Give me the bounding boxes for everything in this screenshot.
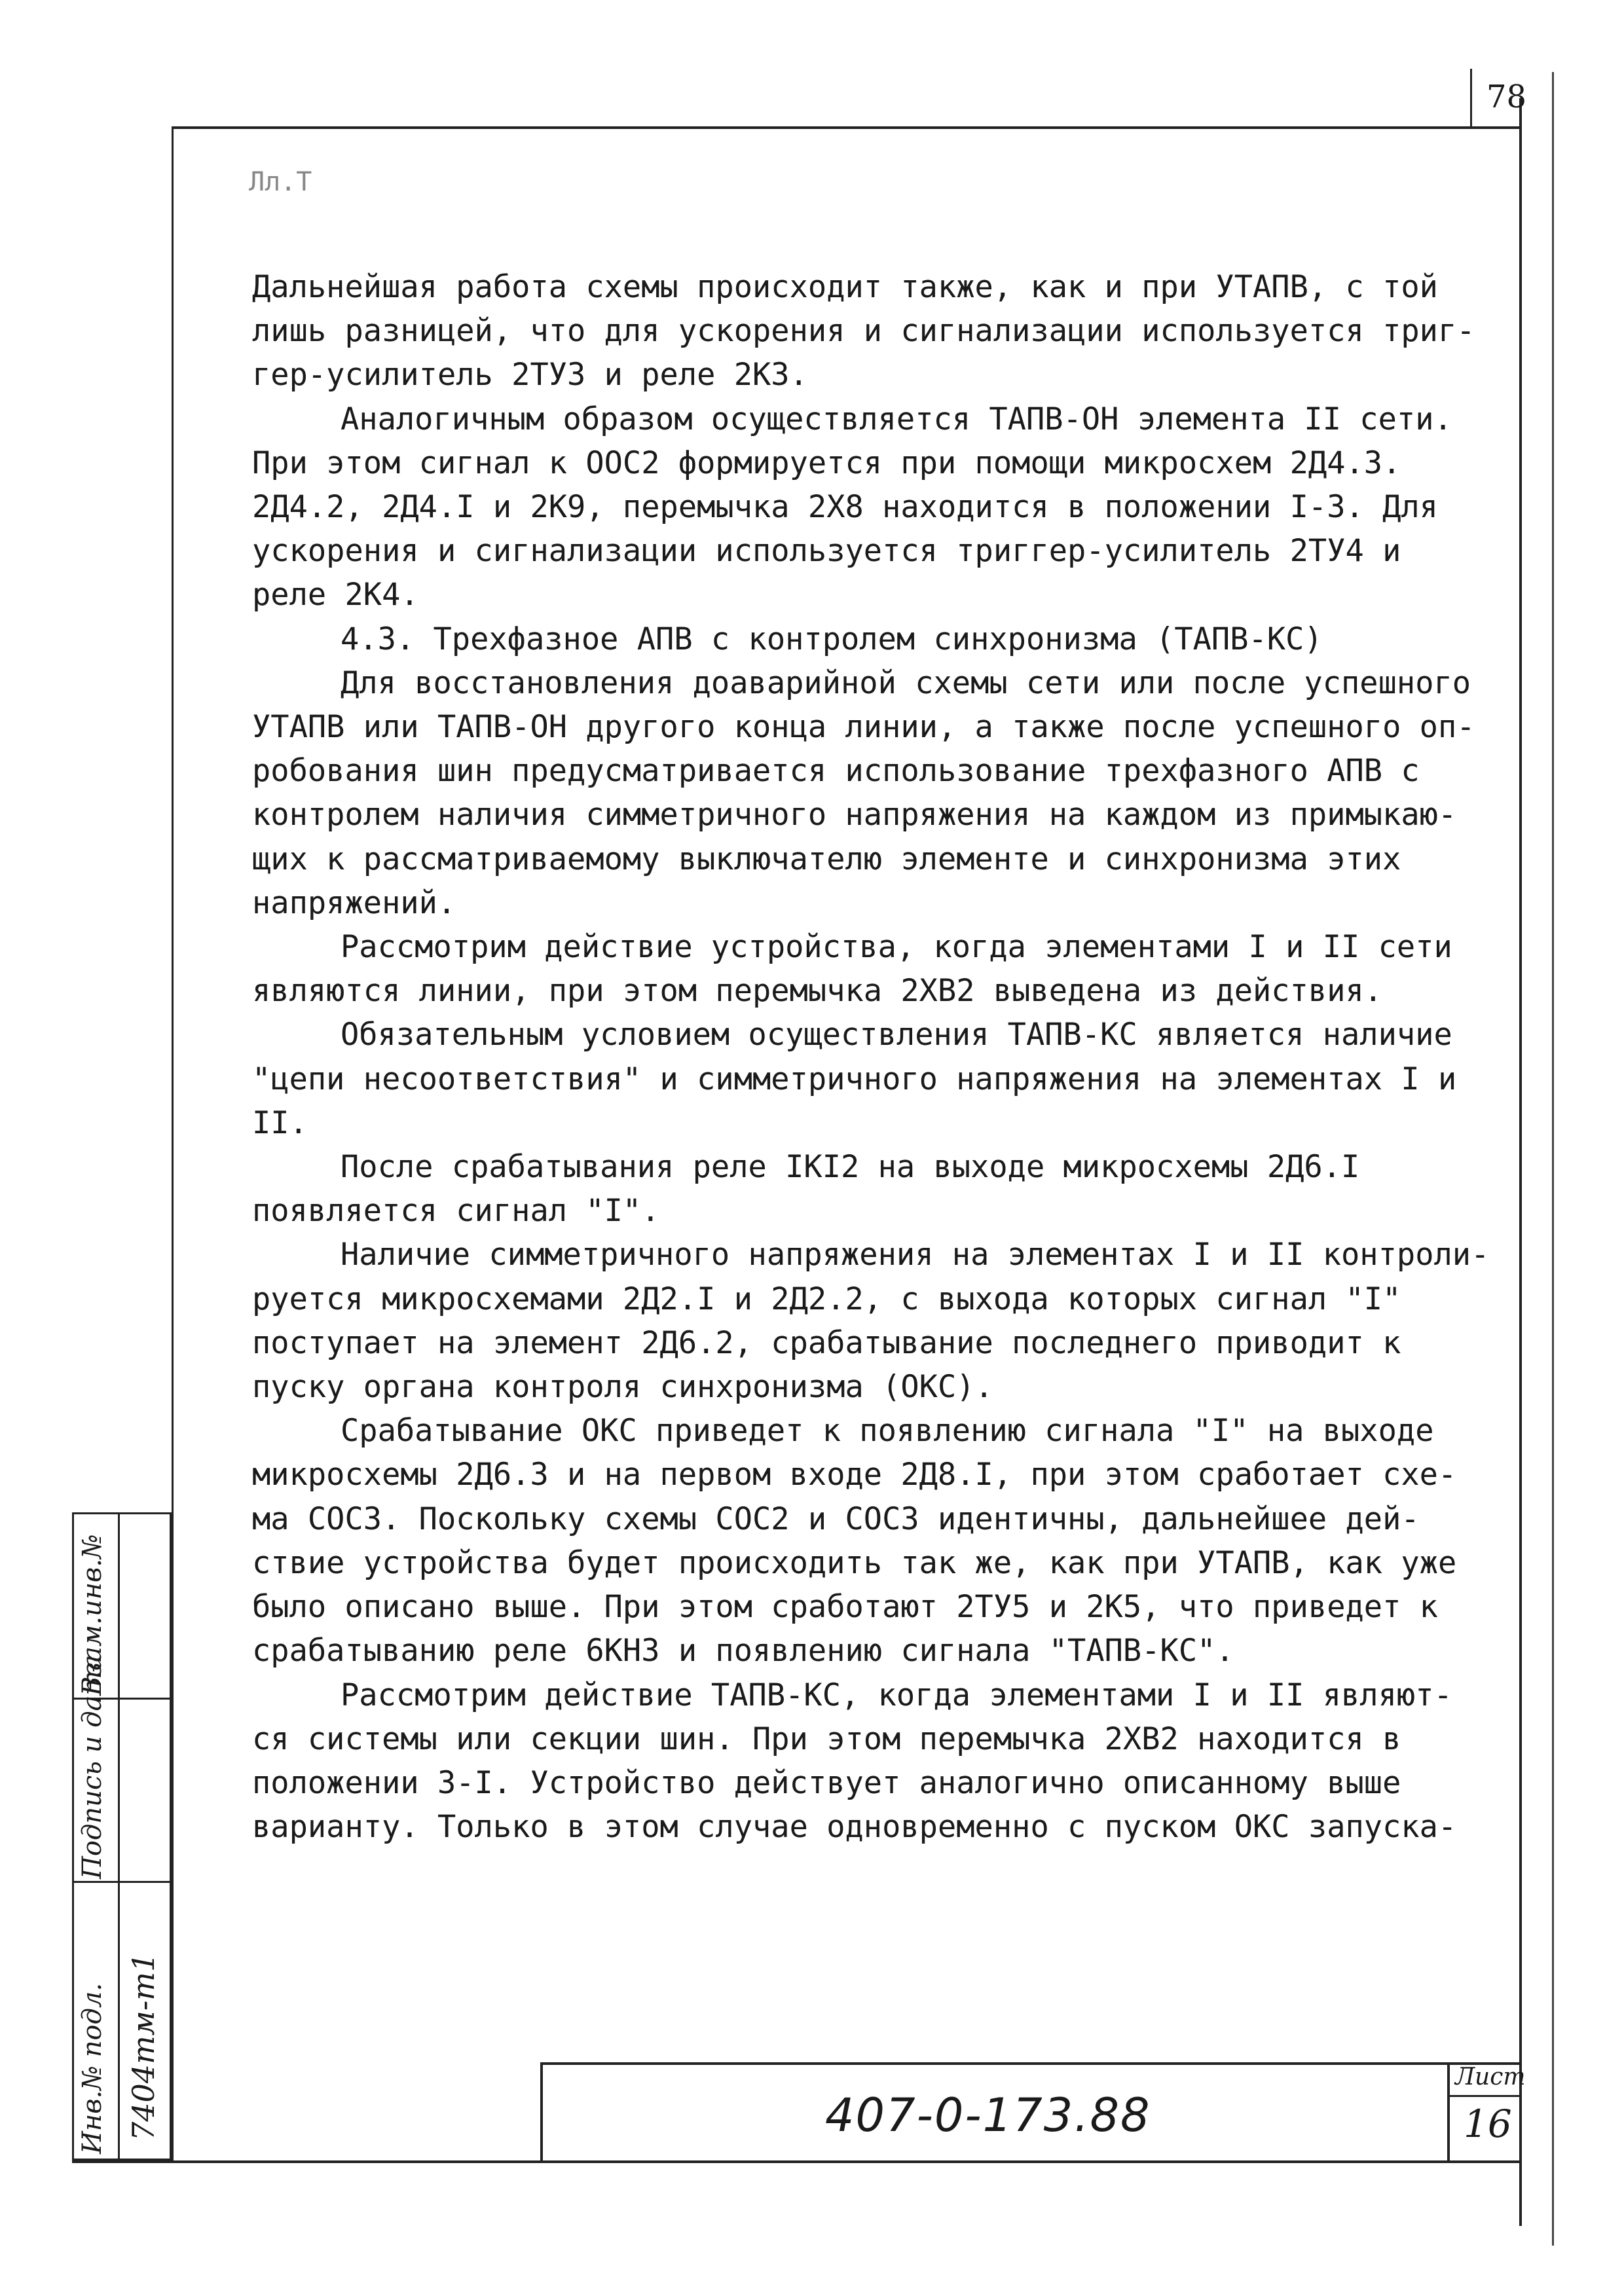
- frame-bottom-border: [72, 2160, 1522, 2163]
- text-line: ма СОСЗ. Поскольку схемы СОС2 и СОСЗ идентичны, дальнейшее дей-: [252, 1501, 1420, 1537]
- document-body: [252, 265, 1496, 1849]
- frame-right-border: [1519, 98, 1522, 2226]
- paragraph: [252, 1409, 1496, 1673]
- sheet-number: 78: [1486, 79, 1527, 115]
- text-line: было описано выше. При этом сработают 2ТУ5 и 2К5, что приведет к: [252, 1589, 1438, 1626]
- text-line: ускорения и сигнализации используется триггер-усилитель 2ТУ4 и: [252, 533, 1401, 570]
- text-line: Аналогичным образом осуществляется ТАПВ-ОН элемента II сети.: [341, 401, 1452, 437]
- text-line: ствие устройства будет происходить так же, как при УТАПВ, как уже: [252, 1544, 1457, 1581]
- page-edge-line: [1552, 72, 1554, 2246]
- text-line: Срабатывание ОКС приведет к появлению сигнала "I" на выходе: [341, 1413, 1434, 1449]
- text-line: поступает на элемент 2Д6.2, срабатывание последнего приводит к: [252, 1324, 1401, 1361]
- text-line: После срабатывания реле IКI2 на выходе микросхемы 2Д6.I: [341, 1149, 1360, 1186]
- paragraph: [252, 265, 1496, 397]
- text-line: положении 3-I. Устройство действует аналогично описанному выше: [252, 1764, 1401, 1801]
- text-line: появляется сигнал "I".: [252, 1193, 660, 1230]
- header-mark: Лл.Т: [249, 167, 312, 197]
- text-line: ся системы или секции шин. При этом перемычка 2ХВ2 находится в: [252, 1721, 1401, 1757]
- frame-top-border: [172, 126, 1522, 129]
- text-line: пуску органа контроля синхронизма (ОКС).: [252, 1369, 993, 1406]
- text-line: 2Д4.2, 2Д4.I и 2К9, перемычка 2Х8 находится в положении I-3. Для: [252, 489, 1438, 526]
- side-stamp: [72, 1512, 172, 2160]
- paragraph: [252, 1233, 1496, 1409]
- paragraph: [252, 1145, 1496, 1233]
- text-line: При этом сигнал к ООС2 формируется при помощи микросхем 2Д4.3.: [252, 445, 1401, 481]
- text-line: лишь разницей, что для ускорения и сигнализации используется триг-: [252, 313, 1475, 350]
- text-line: реле 2К4.: [252, 577, 419, 613]
- text-line: гер-усилитель 2ТУЗ и реле 2КЗ.: [252, 357, 808, 393]
- text-line: микросхемы 2Д6.3 и на первом входе 2Д8.I, при этом сработает схе-: [252, 1457, 1457, 1493]
- sheet-label: Лист: [1455, 2064, 1526, 2090]
- paragraph: [252, 397, 1496, 617]
- stamp-label-replacement-inv: Взам.инв.№: [77, 1534, 107, 1696]
- text-line: руется микросхемами 2Д2.I и 2Д2.2, с выхода которых сигнал "I": [252, 1281, 1401, 1317]
- paragraph: [252, 1013, 1496, 1145]
- stamp-inventory-number: 7404тм-т1: [126, 1952, 161, 2141]
- text-line: 4.3. Трехфазное АПВ с контролем синхронизма (ТАПВ-КС): [341, 621, 1323, 657]
- text-line: Рассмотрим действие устройства, когда элементами I и II сети: [341, 929, 1452, 966]
- text-line: срабатыванию реле 6КН3 и появлению сигнала "ТАПВ-КС".: [252, 1633, 1234, 1669]
- text-line: УТАПВ или ТАПВ-ОН другого конца линии, а также после успешного оп-: [252, 709, 1475, 746]
- text-line: являются линии, при этом перемычка 2ХВ2 выведена из действия.: [252, 973, 1383, 1010]
- side-stamp-divider: [74, 1881, 174, 1883]
- paragraph: [252, 1673, 1496, 1850]
- text-line: "цепи несоответствия" и симметричного напряжения на элементах I и: [252, 1061, 1457, 1097]
- text-line: Обязательным условием осуществления ТАПВ-КС является наличие: [341, 1017, 1452, 1053]
- text-line: Дальнейшая работа схемы происходит также, как и при УТАПВ, с той: [252, 269, 1438, 305]
- stamp-label-signature-date: Подпись и дата: [77, 1654, 107, 1879]
- stamp-label-original-inv: Инв.№ подл.: [77, 1982, 107, 2154]
- sheet-page-number: 16: [1464, 2102, 1512, 2146]
- text-line: II.: [252, 1104, 308, 1141]
- text-line: робования шин предусматривается использование трехфазного АПВ с: [252, 753, 1420, 790]
- text-line: Рассмотрим действие ТАПВ-КС, когда элементами I и II являют-: [341, 1677, 1452, 1713]
- paragraph: [252, 925, 1496, 1013]
- text-line: Наличие симметричного напряжения на элементах I и II контроли-: [341, 1237, 1490, 1273]
- text-line: варианту. Только в этом случае одновременно с пуском ОКС запуска-: [252, 1809, 1457, 1846]
- text-line: Для восстановления доаварийной схемы сети или после успешного: [341, 665, 1471, 701]
- text-line: контролем наличия симметричного напряжения на каждом из примыкаю-: [252, 797, 1457, 833]
- text-line: напряжений.: [252, 884, 456, 921]
- section-heading: [252, 617, 1496, 661]
- paragraph: [252, 661, 1496, 925]
- text-line: щих к рассматриваемому выключателю элементе и синхронизма этих: [252, 841, 1401, 877]
- document-code: 407-0-173.88: [825, 2088, 1151, 2142]
